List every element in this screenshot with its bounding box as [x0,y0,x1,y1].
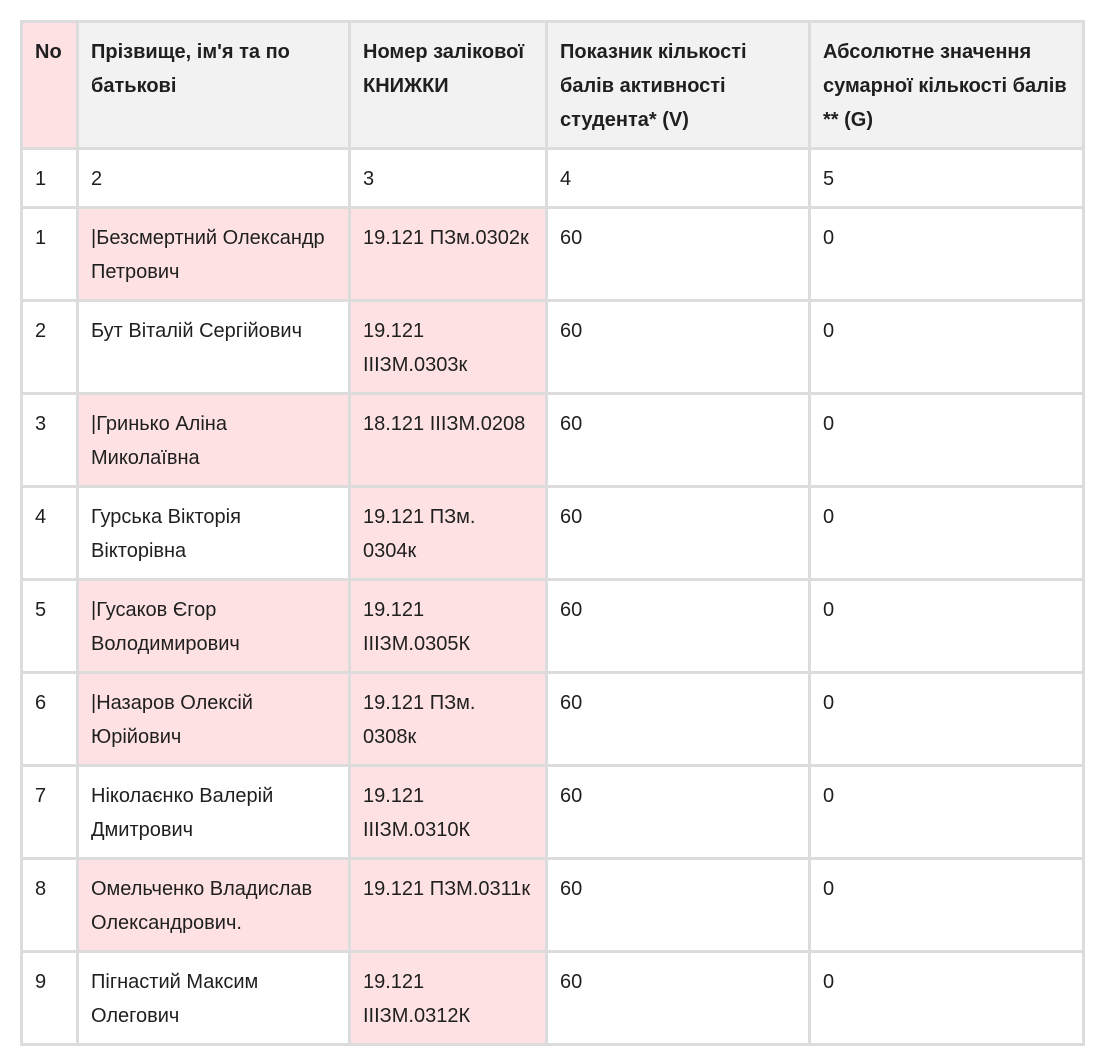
activity-points-cell: 60 [547,208,810,301]
record-book-cell: 19.121 ІІІЗМ.0305К [350,580,547,673]
student-name-cell: Гурська Вікторія Вікторівна [78,487,350,580]
header-full-name: Прізвище, ім'я та по батькові [78,22,350,149]
index-cell: 2 [78,149,350,208]
student-name-cell: |Назаров Олексій Юрійович [78,673,350,766]
activity-points-cell: 60 [547,580,810,673]
total-points-cell: 0 [810,859,1084,952]
row-number-cell: 8 [22,859,78,952]
student-name-cell: |Гусаков Єгор Володимирович [78,580,350,673]
index-cell: 4 [547,149,810,208]
column-index-row [22,149,1084,208]
index-cell: 5 [810,149,1084,208]
row-number-cell: 4 [22,487,78,580]
record-book-cell: 19.121 ІІІЗМ.0303к [350,301,547,394]
record-book-cell: 18.121 ІІІЗМ.0208 [350,394,547,487]
table-row [22,859,1084,952]
activity-points-cell: 60 [547,859,810,952]
row-number-cell: 2 [22,301,78,394]
table-row [22,766,1084,859]
row-number-cell: 7 [22,766,78,859]
total-points-cell: 0 [810,208,1084,301]
student-name-cell: Бут Віталій Сергійович [78,301,350,394]
activity-points-cell: 60 [547,673,810,766]
record-book-cell: 19.121 ПЗМ.0311к [350,859,547,952]
row-number-cell: 3 [22,394,78,487]
table-header-row [22,22,1084,149]
header-number: No [22,22,78,149]
row-number-cell: 9 [22,952,78,1045]
table-row [22,580,1084,673]
total-points-cell: 0 [810,301,1084,394]
record-book-cell: 19.121 ПЗм. 0304к [350,487,547,580]
table-row [22,394,1084,487]
header-total-points: Абсолютне значення сумарної кількості балів ** (G) [810,22,1084,149]
activity-points-cell: 60 [547,301,810,394]
record-book-cell: 19.121 ІІІЗМ.0312К [350,952,547,1045]
total-points-cell: 0 [810,673,1084,766]
record-book-cell: 19.121 ПЗм.0302к [350,208,547,301]
student-name-cell: Пігнастий Максим Олегович [78,952,350,1045]
activity-points-cell: 60 [547,766,810,859]
total-points-cell: 0 [810,394,1084,487]
student-name-cell: Омельченко Владислав Олександрович. [78,859,350,952]
table-row [22,208,1084,301]
header-record-book: Номер залікової КНИЖКИ [350,22,547,149]
row-number-cell: 1 [22,208,78,301]
total-points-cell: 0 [810,952,1084,1045]
student-name-cell: |Гринько Аліна Миколаївна [78,394,350,487]
table-row [22,487,1084,580]
index-cell: 1 [22,149,78,208]
total-points-cell: 0 [810,766,1084,859]
total-points-cell: 0 [810,487,1084,580]
row-number-cell: 6 [22,673,78,766]
record-book-cell: 19.121 ІІІЗМ.0310К [350,766,547,859]
activity-points-cell: 60 [547,487,810,580]
index-cell: 3 [350,149,547,208]
student-name-cell: Ніколаєнко Валерій Дмитрович [78,766,350,859]
header-activity-points: Показник кількості балів активності студента* (V) [547,22,810,149]
table-row [22,673,1084,766]
students-table [20,20,1085,1046]
total-points-cell: 0 [810,580,1084,673]
row-number-cell: 5 [22,580,78,673]
activity-points-cell: 60 [547,952,810,1045]
table-row [22,952,1084,1045]
student-name-cell: |Безсмертний Олександр Петрович [78,208,350,301]
activity-points-cell: 60 [547,394,810,487]
record-book-cell: 19.121 ПЗм. 0308к [350,673,547,766]
table-row [22,301,1084,394]
